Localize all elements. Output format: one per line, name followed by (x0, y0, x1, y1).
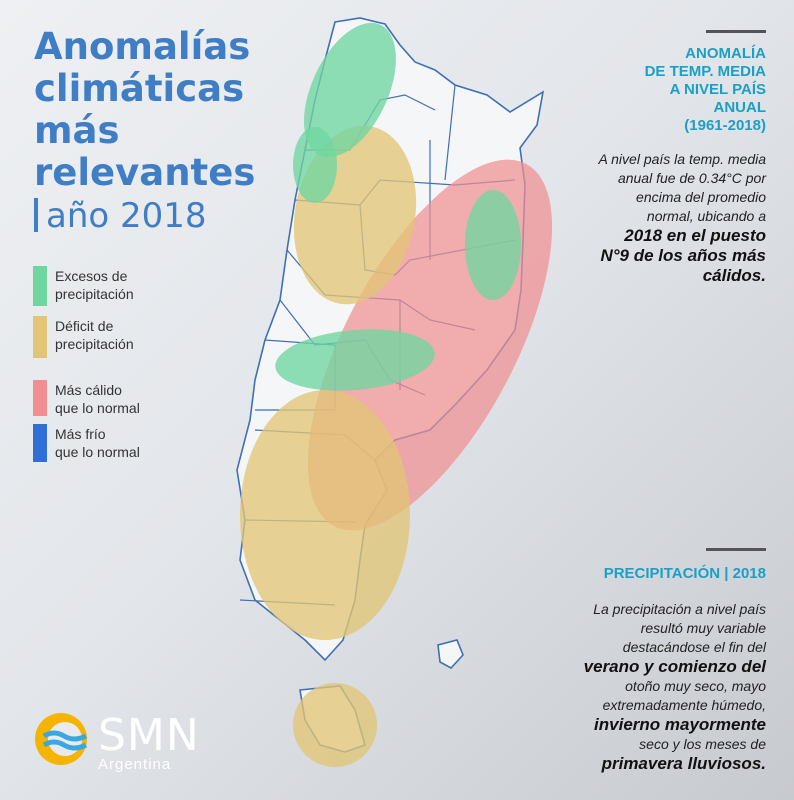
temperature-heading-line: (1961-2018) (684, 117, 766, 134)
precipitation-text-line: resultó muy variable (640, 620, 766, 636)
title-line: climáticas (34, 67, 245, 110)
temperature-heading-line: A NIVEL PAÍS (669, 81, 766, 98)
temperature-text-line: A nivel país la temp. media (598, 151, 766, 167)
legend-label-line: que lo normal (55, 400, 140, 416)
legend-label-cold (55, 425, 140, 461)
temperature-description (536, 150, 766, 286)
year-subtitle (34, 196, 207, 236)
legend-label-line: precipitación (55, 336, 134, 352)
smn-logo (30, 708, 220, 774)
temperature-highlight-line: cálidos. (702, 266, 766, 285)
precipitation-description (506, 600, 766, 774)
logo-name: SMN (98, 710, 200, 761)
country-shape-malvinas (438, 640, 463, 668)
temperature-highlight-line: N°9 de los años más (600, 246, 766, 265)
legend-label-line: Excesos de (55, 268, 128, 284)
precipitation-text-line: extremadamente húmedo, (602, 697, 766, 713)
precipitation-text-line: otoño muy seco, mayo (625, 678, 766, 694)
legend-label-line: que lo normal (55, 444, 140, 460)
precipitation-text-line: invierno mayormente (594, 715, 766, 734)
legend-swatch-warm (33, 380, 47, 416)
excess-anomaly-region-northeast (465, 190, 521, 300)
precipitation-text-line: La precipitación a nivel país (593, 601, 766, 617)
temperature-heading-line: ANOMALÍA (685, 45, 766, 62)
subtitle-bar (34, 198, 38, 232)
legend-swatch-excess (33, 266, 47, 306)
temperature-highlight-line: 2018 en el puesto (624, 226, 766, 245)
title-line: relevantes (34, 151, 256, 194)
legend-label-line: Déficit de (55, 318, 114, 334)
temperature-text-line: encima del promedio (636, 189, 766, 205)
year-label: año 2018 (46, 196, 207, 236)
temperature-text-line: anual fue de 0.34°C por (617, 170, 766, 186)
temperature-text-line: normal, ubicando a (646, 208, 766, 224)
legend-swatch-deficit (33, 316, 47, 358)
temperature-heading (576, 45, 766, 135)
title-line: más (34, 109, 120, 152)
legend-label-excess (55, 267, 134, 303)
precipitation-text-line: verano y comienzo del (583, 657, 766, 676)
precipitation-text-line: seco y los meses de (639, 736, 766, 752)
temperature-heading-line: DE TEMP. MEDIA (644, 63, 766, 80)
legend-label-line: Más cálido (55, 382, 122, 398)
legend-label-line: precipitación (55, 286, 134, 302)
legend-label-deficit (55, 317, 134, 353)
precipitation-text-line: primavera lluviosos. (601, 754, 766, 773)
precipitation-heading: PRECIPITACIÓN | 2018 (603, 565, 766, 582)
legend-label-warm (55, 381, 140, 417)
deficit-anomaly-region-patagonia (240, 390, 410, 640)
excess-anomaly-region-north (293, 127, 337, 203)
legend-swatch-cold (33, 424, 47, 462)
temperature-heading-line: ANUAL (713, 99, 766, 116)
legend-label-line: Más frío (55, 426, 106, 442)
title-line: Anomalías (34, 25, 251, 68)
sun-wave-icon (30, 708, 92, 770)
precipitation-text-line: destacándose el fin del (622, 639, 766, 655)
precipitation-rule (706, 548, 766, 551)
logo-subtitle: Argentina (98, 756, 172, 773)
temperature-rule (706, 30, 766, 33)
deficit-anomaly-region-tierra-del-fuego (293, 683, 377, 767)
